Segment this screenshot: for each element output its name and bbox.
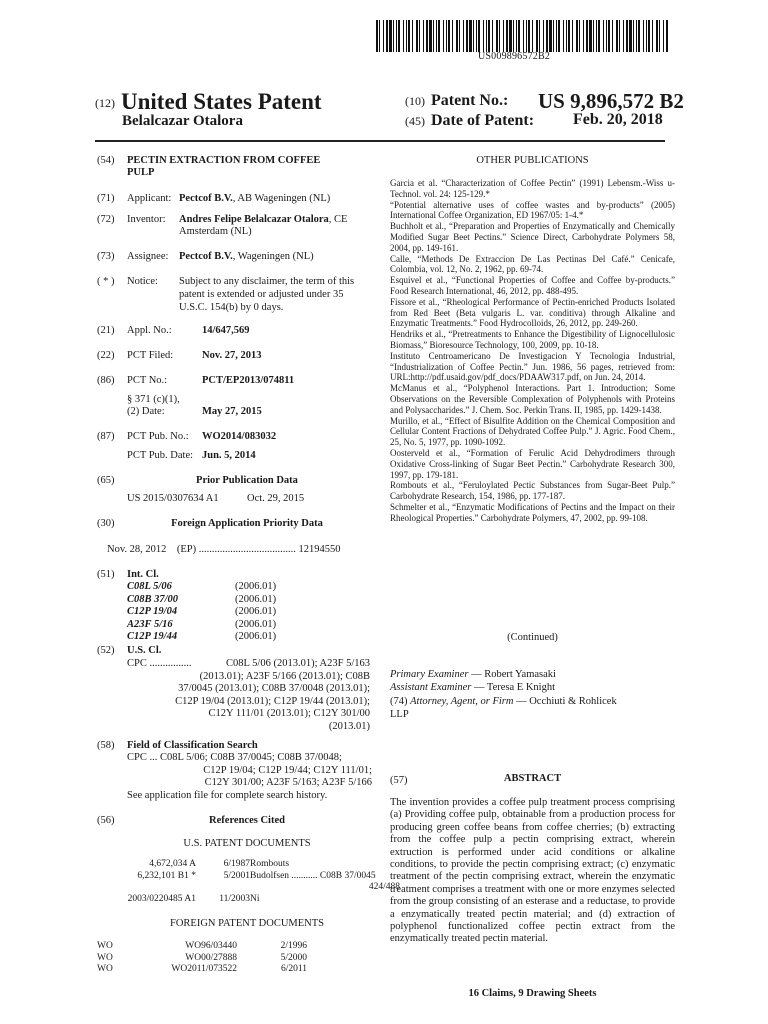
barcode-bar	[633, 20, 634, 52]
field-21-num: (21)	[97, 325, 115, 336]
field-87-num: (87)	[97, 431, 115, 442]
barcode-bar	[516, 20, 517, 52]
pct-filed-date: Nov. 27, 2013	[202, 350, 262, 361]
continued-note: (Continued)	[507, 632, 558, 643]
publication-entry: Hendriks et al., “Pretreatments to Enhance the Digestibility of Lignocellulosic Biomass,” Bioresource Technology, 100, 2009, pp. 10-18.	[390, 329, 675, 350]
foreign-doc-row	[97, 963, 307, 976]
s371-line-2: (2) Date:	[127, 406, 165, 417]
field-search-line: C12Y 301/00; A23F 5/163; A23F 5/166	[204, 777, 372, 789]
field-86-num: (86)	[97, 375, 115, 386]
us-doc-name: Ni	[250, 893, 260, 904]
foreign-doc-country: WO	[97, 952, 113, 963]
barcode-bar	[503, 20, 504, 52]
barcode-bar	[608, 20, 610, 52]
barcode-bar	[406, 20, 407, 52]
field-30-num: (30)	[97, 518, 115, 529]
barcode-bar	[448, 20, 450, 52]
barcode-bar	[576, 20, 578, 52]
notice-line-1: Subject to any disclaimer, the term of this	[179, 276, 355, 287]
barcode-bar	[666, 20, 668, 52]
assignee: Pectcof B.V., Wageningen (NL)	[179, 251, 314, 262]
barcode-bar	[563, 20, 564, 52]
barcode-bar	[603, 20, 604, 52]
barcode-bar	[536, 20, 538, 52]
barcode-bar	[556, 20, 557, 52]
barcode-bar	[423, 20, 424, 52]
barcode-bar	[606, 20, 607, 52]
notice-num: ( * )	[97, 276, 115, 287]
int-cl-version: (2006.01)	[235, 606, 277, 618]
barcode-bar	[579, 20, 580, 52]
us-cl-label: U.S. Cl.	[127, 645, 162, 656]
barcode-bar	[626, 20, 628, 52]
barcode-bar	[526, 20, 527, 52]
cpc-line: C12Y 111/01 (2013.01); C12Y 301/00	[208, 708, 370, 720]
barcode-bar	[513, 20, 514, 52]
publication-entry: Garcia et al. “Characterization of Coffee Pectin” (1991) Lebensm.-Wiss u-Technol. vol. 24: 125-129.*	[390, 178, 675, 199]
attorney-line-2: LLP	[390, 709, 409, 720]
kind-code: (12)	[95, 96, 115, 111]
int-cl-version: (2006.01)	[235, 593, 277, 605]
other-pubs-heading: OTHER PUBLICATIONS	[476, 155, 589, 166]
barcode-bar	[528, 20, 530, 52]
barcode-bar	[629, 20, 632, 52]
notice-label: Notice:	[127, 276, 158, 287]
notice-line-2: patent is extended or adjusted under 35	[179, 289, 344, 300]
publication-entry: Buchholt et al., “Preparation and Properties of Enzymatically and Chemically Modified Sugar Beet Pectins.” Science Direct, Carbohydrate Polymers 58, 2004, pp. 149-161.	[390, 221, 675, 253]
barcode-bar	[389, 20, 392, 52]
field-71-label: Applicant:	[127, 193, 172, 204]
field-search-lines	[127, 752, 372, 802]
int-cl-label: Int. Cl.	[127, 569, 159, 580]
title-line-1: PECTIN EXTRACTION FROM COFFEE	[127, 155, 321, 166]
barcode-bar	[486, 20, 487, 52]
barcode-bar	[499, 20, 500, 52]
patent-kind-heading	[95, 89, 322, 115]
publication-entry: Schmelter et al., “Enzymatic Modifications of Pectins and the Impact on their Rheological Properties.” Carbohydrate Polymers, 47, 2002, pp. 99-108.	[390, 501, 675, 523]
pct-number: PCT/EP2013/074811	[202, 375, 295, 386]
publication-entry: Instituto Centroamericano De Investigacion Y Tecnologia Industrial, “Industrialization of Coffee Pectin.” Jun. 1986, 56 pages, retrieved from: URL:http://pdf.usaid.gov/pdf_docs/PDAAW317.pdf, on Jun. 24, 2014.	[390, 350, 675, 383]
primary-examiner: Primary Examiner — Robert Yamasaki	[390, 669, 556, 680]
barcode-bar	[376, 20, 378, 52]
header-divider	[95, 140, 665, 142]
barcode-bar	[568, 20, 570, 52]
int-cl-row	[127, 581, 315, 594]
barcode-image	[376, 20, 668, 52]
prior-pub-heading: Prior Publication Data	[196, 475, 298, 486]
barcode-bar	[646, 20, 647, 52]
field-search-line: C12P 19/04; C12P 19/44; C12Y 111/01;	[203, 764, 372, 776]
foreign-doc-number: WO2011/073522	[171, 964, 237, 974]
barcode-bar	[506, 20, 508, 52]
barcode-bar	[463, 20, 464, 52]
field-56-num: (56)	[97, 815, 115, 826]
cpc-line: (2013.01); A23F 5/166 (2013.01); C08B	[199, 670, 370, 682]
us-doc-row	[104, 893, 400, 906]
publication-number: US009896572B2	[478, 51, 551, 62]
title-line-2: PULP	[127, 167, 155, 178]
patent-number-label: (10) Patent No.:	[405, 92, 509, 109]
barcode-bar	[616, 20, 618, 52]
field-search-line: CPC ... C08L 5/06; C08B 37/0045; C08B 37/0048;	[127, 752, 342, 763]
int-cl-row	[127, 619, 315, 632]
field-22-num: (22)	[97, 350, 115, 361]
field-65-num: (65)	[97, 475, 115, 486]
barcode-bar	[436, 20, 437, 52]
barcode-bar	[469, 20, 472, 52]
cpc-line: C08L 5/06 (2013.01); A23F 5/163	[226, 658, 370, 669]
barcode-bar	[509, 20, 512, 52]
barcode-bar	[593, 20, 594, 52]
barcode-bar	[583, 20, 584, 52]
barcode-bar	[586, 20, 588, 52]
abstract-text: The invention provides a coffee pulp treatment process comprising (a) Providing coffee pulp, obtainable from a production process for producing green coffee beans from coffee cherries; (b) extracting from the coffee pulp a pectin comprising extract, wherein extruction is performed under acid conditions or alkaline conditions, to provide the pectin comprising extract; (c) enzymatic treatment of the pectin comprising extract, wherein the enzymatic treatment comprises a treatment with one or more enzymes selected from the group consisting of an esterase and a reductase, to provide a enzymatically treated pectin material; and (d) extraction of polyphenol functionalized coffee pectin extract from the enzymatically treated pectin material.	[390, 797, 675, 945]
barcode-bar	[659, 20, 660, 52]
barcode-bar	[456, 20, 458, 52]
patent-date-value: Feb. 20, 2018	[573, 111, 663, 128]
pct-pub-date: Jun. 5, 2014	[202, 450, 256, 461]
barcode-bar	[553, 20, 554, 52]
foreign-doc-date: 6/2011	[280, 964, 307, 974]
pct-pub-number: WO2014/083032	[202, 431, 277, 442]
int-cl-row	[127, 631, 315, 644]
barcode-bar	[572, 20, 573, 52]
us-doc-date: 5/2001	[223, 870, 250, 881]
us-doc-number: 6,232,101 B1 *	[137, 870, 196, 881]
barcode-bar	[396, 20, 397, 52]
barcode-bar	[532, 20, 533, 52]
publication-entry: Rombouts et al., “Feruloylated Pectic Substances from Sugar-Beet Pulp.” Carbohydrate Research, 154, 1986, pp. 177-187.	[390, 480, 675, 502]
field-52-num: (52)	[97, 645, 115, 656]
application-number: 14/647,569	[202, 325, 250, 336]
barcode-bar	[652, 20, 653, 52]
barcode-bar	[523, 20, 524, 52]
field-73-num: (73)	[97, 251, 115, 262]
barcode-bar	[656, 20, 658, 52]
publication-entry: Fissore et al., “Rheological Performance of Pectin-enriched Products Isolated from Red Beet (Beta vulgaris L. var. conditiva) through Alkaline and Enzymatic Treatments.” Food Hydrocolloids, 26, 2012, pp. 249-260.	[390, 296, 675, 329]
cpc-lines	[150, 658, 370, 734]
barcode-bar	[619, 20, 620, 52]
patent-number-value: US 9,896,572 B2	[538, 89, 684, 113]
us-doc-name: Budolfsen ........... C08B 37/0045	[250, 870, 376, 881]
barcode-bar	[596, 20, 597, 52]
foreign-priority-line: Nov. 28, 2012 (EP) ..................................... 12194550	[107, 544, 341, 555]
kind-title: United States Patent	[121, 89, 322, 114]
publication-entry: Oosterveld et al., “Formation of Ferulic Acid Dehydrodimers through Oxidative Cross-linking of Sugar Beet Pectin.” Carbohydrate Research 300, 1997, pp. 179-181.	[390, 447, 675, 480]
publication-entry: McManus et al., “Polyphenol Interactions. Part 1. Introduction; Some Observations on the Reversible Complexation of Polyphenols with Proteins and Polysaccharides.” J. Chem. Soc. Perkin Trans. II, 1985, pp. 1429-1438.	[390, 383, 675, 415]
barcode-bar	[466, 20, 468, 52]
barcode-bar	[638, 20, 640, 52]
int-cl-code: C12P 19/44	[127, 631, 178, 643]
barcode-bar	[539, 20, 540, 52]
barcode-bar	[558, 20, 560, 52]
barcode-bar	[412, 20, 413, 52]
cpc-line: C12P 19/04 (2013.01); C12P 19/44 (2013.01);	[175, 695, 370, 707]
barcode-bar	[403, 20, 404, 52]
barcode-bar	[393, 20, 394, 52]
field-21-label: Appl. No.:	[127, 325, 172, 336]
field-58-num: (58)	[97, 740, 115, 751]
field-57-num: (57)	[390, 775, 408, 786]
barcode-bar	[566, 20, 567, 52]
foreign-doc-number: WO96/03440	[185, 941, 237, 951]
barcode-bar	[648, 20, 650, 52]
barcode-bar	[623, 20, 624, 52]
barcode-bar	[419, 20, 420, 52]
claims-summary: 16 Claims, 9 Drawing Sheets	[468, 988, 597, 999]
s371-date: May 27, 2015	[202, 406, 262, 417]
inventor: Andres Felipe Belalcazar Otalora, CE	[179, 214, 348, 225]
prior-pub-date: Oct. 29, 2015	[247, 493, 305, 504]
cpc-line: 37/0045 (2013.01); C08B 37/0048 (2013.01);	[178, 683, 370, 695]
barcode-bar	[446, 20, 447, 52]
barcode-bar	[546, 20, 548, 52]
barcode-bar	[589, 20, 592, 52]
int-cl-version: (2006.01)	[235, 631, 277, 643]
barcode-bar	[598, 20, 600, 52]
foreign-doc-date: 5/2000	[280, 952, 307, 963]
field-73-label: Assignee:	[127, 251, 169, 262]
other-publications	[390, 178, 675, 524]
barcode-bar	[663, 20, 664, 52]
barcode-bar	[543, 20, 544, 52]
barcode-bar	[518, 20, 520, 52]
int-cl-row	[127, 594, 315, 607]
cpc-line: (2013.01)	[328, 720, 370, 732]
field-72-label: Inventor:	[127, 214, 166, 225]
barcode-bar	[416, 20, 418, 52]
pct-pub-date-label: PCT Pub. Date:	[127, 450, 194, 461]
field-87-label: PCT Pub. No.:	[127, 431, 189, 442]
barcode-bar	[426, 20, 428, 52]
barcode-bar	[379, 20, 380, 52]
attorney: (74) Attorney, Agent, or Firm — Occhiuti & Rohlicek	[390, 696, 617, 707]
barcode-bar	[459, 20, 460, 52]
int-cl-version: (2006.01)	[235, 581, 277, 592]
int-cl-code: C12P 19/04	[127, 606, 178, 618]
barcode-bar	[429, 20, 432, 52]
us-doc-number: 4,672,034 A	[149, 859, 196, 869]
field-54-num: (54)	[97, 155, 115, 166]
field-51-num: (51)	[97, 569, 115, 580]
field-22-label: PCT Filed:	[127, 350, 174, 361]
abstract-heading: ABSTRACT	[503, 773, 562, 784]
foreign-doc-country: WO	[97, 941, 113, 951]
barcode-bar	[643, 20, 644, 52]
barcode-bar	[443, 20, 444, 52]
us-docs-heading: U.S. PATENT DOCUMENTS	[183, 838, 311, 849]
field-72-num: (72)	[97, 214, 115, 225]
s371-line-1: § 371 (c)(1),	[127, 394, 180, 405]
assistant-examiner: Assistant Examiner — Teresa E Knight	[390, 682, 556, 693]
barcode-bar	[478, 20, 480, 52]
patent-date-label: (45) Date of Patent:	[405, 112, 535, 129]
barcode-bar	[383, 20, 384, 52]
foreign-doc-date: 2/1996	[280, 941, 307, 951]
notice-line-3: U.S.C. 154(b) by 0 days.	[179, 302, 284, 313]
us-doc-number: 2003/0220485 A1	[127, 893, 196, 904]
foreign-doc-country: WO	[97, 964, 113, 974]
publication-entry: Calle, “Methods De Extraccion De Las Pectinas Del Café.” Cenicafe, Colombia, vol. 12, No. 2, 1962, pp. 69-74.	[390, 253, 675, 275]
foreign-doc-number: WO00/27888	[185, 952, 237, 963]
inventor-header: Belalcazar Otalora	[122, 113, 243, 129]
us-doc-date: 11/2003	[219, 893, 250, 904]
barcode-bar	[488, 20, 490, 52]
barcode-bar	[438, 20, 440, 52]
publication-entry: “Potential alternative uses of coffee wastes and by-products” (2005) International Coffee Organization, ED 1967/05: 1-4.*	[390, 199, 675, 221]
inventor-city: Amsterdam (NL)	[179, 226, 252, 237]
int-cl-row	[127, 606, 315, 619]
barcode-bar	[549, 20, 552, 52]
publication-entry: Murillo, et al., “Effect of Bisulfite Addition on the Chemical Composition and Cellular Content Fractions of Dehydrated Coffee Pulp.” J. Agric. Food Chem., 25, No. 5, 1977, pp. 1090-1092.	[390, 415, 675, 448]
cpc-label: CPC ................	[127, 658, 192, 669]
prior-pub-doc: US 2015/0307634 A1	[127, 493, 219, 504]
barcode-bar	[473, 20, 474, 52]
field-86-label: PCT No.:	[127, 375, 168, 386]
barcode-bar	[433, 20, 434, 52]
barcode-bar	[636, 20, 637, 52]
barcode-bar	[492, 20, 493, 52]
field-71-num: (71)	[97, 193, 115, 204]
int-cl-code: A23F 5/16	[127, 618, 173, 630]
int-cl-code: C08L 5/06	[127, 581, 172, 592]
field-search-line: See application file for complete search history.	[127, 789, 328, 801]
barcode-bar	[452, 20, 453, 52]
barcode-bar	[483, 20, 484, 52]
us-doc-name: Rombouts	[250, 859, 290, 869]
applicant: Pectcof B.V., AB Wageningen (NL)	[179, 193, 331, 204]
references-heading: References Cited	[209, 815, 285, 826]
foreign-docs-heading: FOREIGN PATENT DOCUMENTS	[169, 918, 325, 929]
int-cl-code: C08B 37/00	[127, 593, 179, 605]
int-cl-list	[127, 581, 315, 644]
barcode-bar	[612, 20, 613, 52]
us-doc-date: 6/1987	[223, 859, 250, 869]
barcode-bar	[476, 20, 477, 52]
barcode-bar	[398, 20, 400, 52]
int-cl-version: (2006.01)	[235, 618, 277, 630]
foreign-priority-heading: Foreign Application Priority Data	[171, 518, 323, 529]
us-doc-name: 424/488	[368, 882, 400, 892]
field-search-label: Field of Classification Search	[127, 740, 258, 751]
publication-entry: Esquivel et al., “Functional Properties of Coffee and Coffee by-products.” Food Research International, 46, 2012, pp. 488-495.	[390, 275, 675, 296]
barcode-bar	[496, 20, 498, 52]
barcode-bar	[386, 20, 388, 52]
barcode-bar	[408, 20, 410, 52]
